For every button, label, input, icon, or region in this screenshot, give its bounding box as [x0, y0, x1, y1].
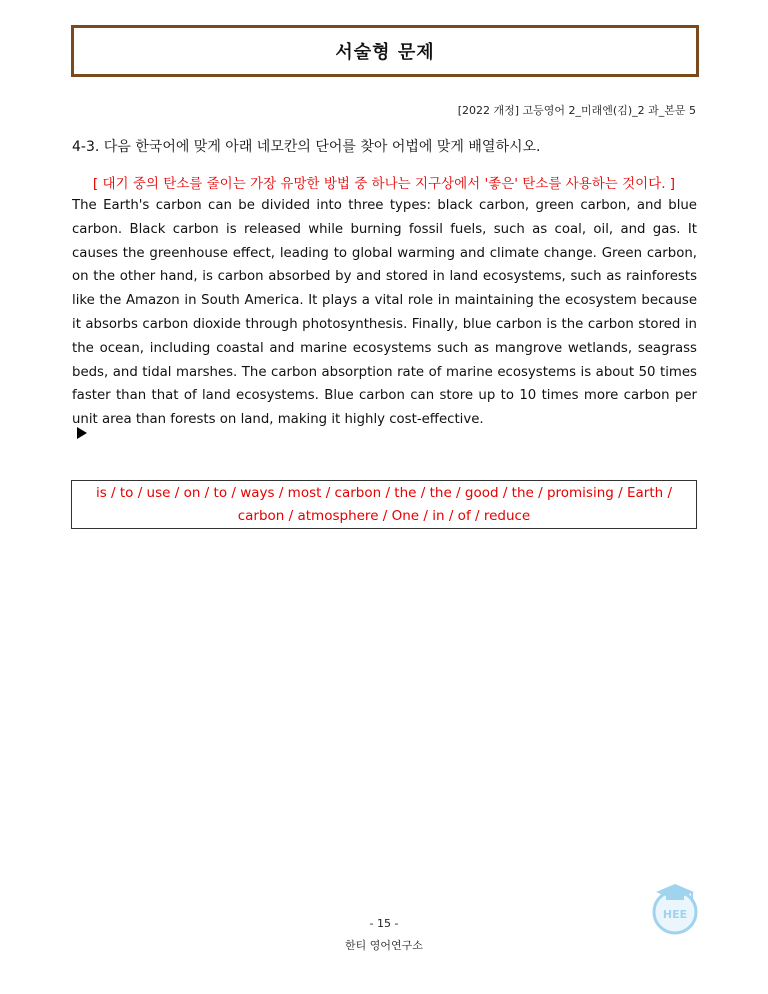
word-bank-box — [71, 480, 697, 529]
word-bank: is / to / use / on / to / ways / most / carbon / the / the / good / the / promising / Earth / carbon / atmosphere / One / in / of / reduce — [95, 484, 673, 524]
publisher-name: 한티 영어연구소 — [345, 939, 423, 952]
right-triangle-icon — [77, 427, 87, 439]
source-label: [2022 개정] 고등영어 2_미래엔(김)_2 과_본문 5 — [457, 104, 696, 117]
page-title: 서술형 문제 — [335, 42, 435, 63]
title-box — [71, 25, 699, 77]
question-prompt: 4-3. 다음 한국어에 맞게 아래 네모칸의 단어를 찾아 어법에 맞게 배열하시오. — [72, 139, 541, 155]
korean-sentence: [ 대기 중의 탄소를 줄이는 가장 유망한 방법 중 하나는 지구상에서 '좋은' 탄소를 사용하는 것이다. ] — [92, 176, 676, 192]
logo-text: HEE — [662, 908, 688, 921]
hee-logo — [648, 880, 702, 936]
reading-passage: The Earth's carbon can be divided into three types: black carbon, green carbon, and blue carbon. Black carbon is released while burning fossil fuels, such as coal, oil, and gas. It causes the greenhouse effect, leading to global warming and climate change. Green carbon, on the other hand, is carbon absorbed by and stored in land ecosystems, such as rainforests like the Amazon in South America. It plays a vital role in maintaining the ecosystem because it absorbs carbon dioxide through photosynthesis. Finally, blue carbon is the carbon stored in the ocean, including coastal and marine ecosystems such as mangrove wetlands, seagrass beds, and tidal marshes. The carbon absorption rate of marine ecosystems is about 50 times faster than that of land ecosystems. Blue carbon can store up to 10 times more carbon per unit area than forests on land, making it highly cost-effective. — [72, 198, 697, 428]
page-number: - 15 - — [369, 917, 399, 930]
